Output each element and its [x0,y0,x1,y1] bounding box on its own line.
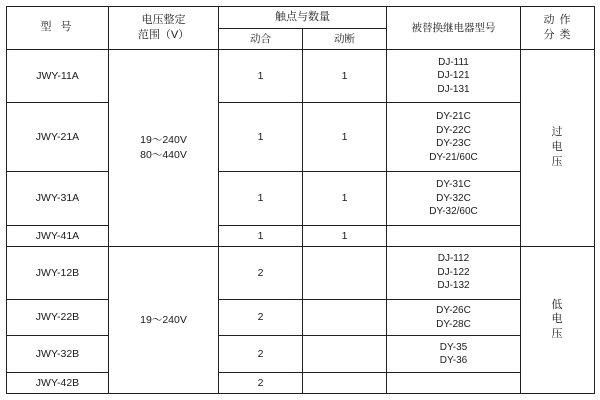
cell-replacement [387,299,521,336]
replacement-item: DY-36 [439,355,468,367]
cell-contacts-no: 2 [219,246,303,299]
voltage-line-1: 19～240V [140,134,187,147]
cell-model: JWY-31A [7,172,109,225]
cell-contacts-nc: 1 [303,49,387,102]
replacement-item: DJ-112 [437,253,470,265]
header-contacts-no: 动合 [219,28,303,49]
cell-contacts-no: 2 [219,336,303,373]
cell-action-class-group-2 [521,246,595,393]
replacement-item: DY-31C [436,179,471,191]
header-contacts-nc: 动断 [303,28,387,49]
voltage-line-2: 80～440V [140,148,187,161]
cell-voltage-range-group-1 [109,49,219,246]
cell-contacts-nc [303,299,387,336]
cell-model: JWY-21A [7,102,109,172]
cell-replacement [387,246,521,299]
header-voltage-setting [109,7,219,50]
table-row [7,49,595,102]
replacement-item: DY-21/60C [429,151,478,163]
cell-contacts-nc [303,372,387,393]
table-header-row [7,7,595,29]
replacement-item: DY-22C [436,124,471,136]
cell-contacts-no: 2 [219,372,303,393]
replacement-item: DJ-121 [437,70,470,82]
table-row [7,225,595,246]
cell-contacts-no: 1 [219,225,303,246]
cell-model: JWY-22B [7,299,109,336]
replacement-item: DJ-122 [437,266,470,278]
header-model: 型 号 [7,7,109,50]
action-char: 压 [551,328,564,341]
replacement-item: DY-28C [436,318,471,330]
action-char: 低 [551,298,564,311]
action-char: 电 [551,141,564,154]
cell-replacement [387,372,521,393]
cell-contacts-nc: 1 [303,102,387,172]
cell-contacts-no: 1 [219,49,303,102]
cell-model: JWY-42B [7,372,109,393]
cell-replacement [387,49,521,102]
replacement-item: DY-23C [436,138,471,150]
cell-contacts-no: 2 [219,299,303,336]
cell-contacts-nc [303,246,387,299]
voltage-line-1: 19～240V [140,313,187,326]
cell-replacement [387,336,521,373]
table-row [7,172,595,225]
cell-model: JWY-32B [7,336,109,373]
header-replacement: 被替换继电器型号 [387,7,521,50]
action-char: 过 [551,126,564,139]
table-row [7,372,595,393]
cell-model: JWY-41A [7,225,109,246]
cell-replacement [387,102,521,172]
table-row [7,299,595,336]
replacement-item: DY-32/60C [429,206,478,218]
header-voltage-line2: 范围（V） [137,28,190,41]
replacement-item: DY-21C [436,111,471,123]
cell-model: JWY-12B [7,246,109,299]
replacement-item: DJ-111 [438,56,469,68]
header-voltage-line1: 电压整定 [141,14,186,27]
cell-model: JWY-11A [7,49,109,102]
action-char: 压 [551,156,564,169]
cell-contacts-nc: 1 [303,172,387,225]
cell-contacts-nc [303,336,387,373]
relay-spec-table [6,6,595,394]
replacement-item: DJ-131 [437,83,470,95]
table-row [7,246,595,299]
cell-contacts-nc: 1 [303,225,387,246]
header-action-line2: 分 类 [543,28,572,41]
cell-voltage-range-group-2 [109,246,219,393]
cell-action-class-group-1 [521,49,595,246]
replacement-item: DY-32C [436,192,471,204]
replacement-item: DY-35 [439,341,468,353]
header-action-class [521,7,595,50]
replacement-item: DJ-132 [437,280,470,292]
cell-contacts-no: 1 [219,102,303,172]
table-row [7,336,595,373]
cell-contacts-no: 1 [219,172,303,225]
action-char: 电 [551,313,564,326]
replacement-item: DY-26C [436,305,471,317]
header-action-line1: 动 作 [543,14,572,27]
cell-replacement [387,172,521,225]
table-row [7,102,595,172]
header-contacts-group: 触点与数量 [219,7,387,29]
cell-replacement [387,225,521,246]
